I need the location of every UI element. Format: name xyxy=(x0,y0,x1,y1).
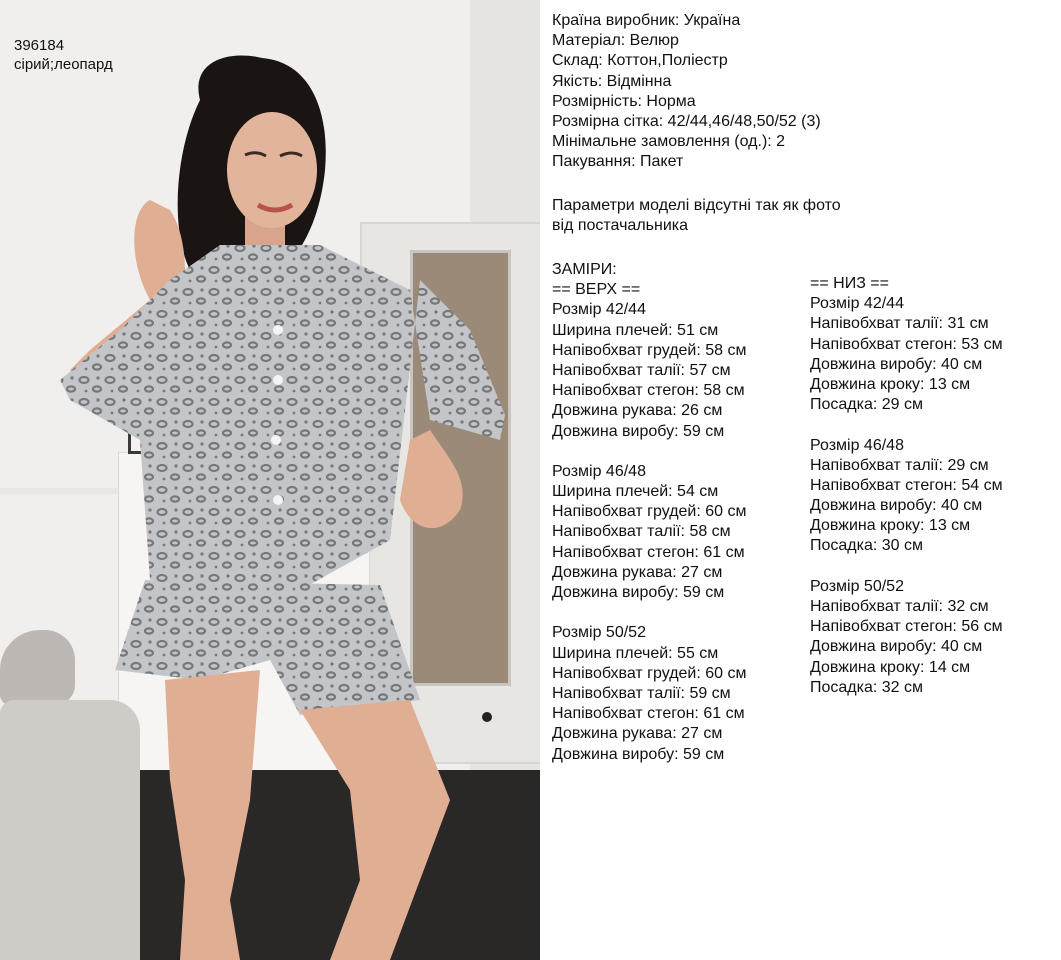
spec-country: Країна виробник: Україна xyxy=(552,12,741,29)
measurements-title: ЗАМІРИ: xyxy=(552,261,617,278)
measurement-row: Напівобхват стегон: 61 см xyxy=(552,705,745,723)
measurement-row: Напівобхват стегон: 56 см xyxy=(810,618,1003,636)
measurement-row: Довжина кроку: 13 см xyxy=(810,517,971,535)
size-heading: Розмір 46/48 xyxy=(552,462,646,480)
measurement-row: Довжина виробу: 59 см xyxy=(552,745,725,763)
bottom-heading: == НИЗ == xyxy=(810,275,889,292)
measurement-row: Посадка: 30 см xyxy=(810,537,924,555)
size-heading: Розмір 46/48 xyxy=(810,436,904,454)
measurement-row: Посадка: 32 см xyxy=(810,678,924,696)
spec-material: Матеріал: Велюр xyxy=(552,32,679,50)
measurement-row: Довжина виробу: 40 см xyxy=(810,355,983,373)
spacer xyxy=(552,603,747,623)
measurement-row: Напівобхват стегон: 58 см xyxy=(552,382,745,400)
measurement-row: Посадка: 29 см xyxy=(810,396,924,414)
spec-min-order: Мінімальне замовлення (од.): 2 xyxy=(552,133,786,151)
measurement-row: Довжина виробу: 59 см xyxy=(552,584,725,601)
product-color: сірий;леопард xyxy=(14,56,113,73)
note-line: від постачальника xyxy=(552,217,689,235)
measurement-row: Напівобхват стегон: 54 см xyxy=(810,476,1003,494)
spec-packaging: Пакування: Пакет xyxy=(552,153,684,171)
spec-composition: Склад: Коттон,Поліестр xyxy=(552,52,728,70)
measurement-row: Напівобхват грудей: 60 см xyxy=(552,503,747,521)
measurement-row: Довжина рукава: 27 см xyxy=(552,563,723,581)
measurement-row: Довжина рукава: 27 см xyxy=(552,725,723,743)
measurement-row: Довжина виробу: 40 см xyxy=(810,497,983,515)
spec-size-grid: Розмірна сітка: 42/44,46/48,50/52 (3) xyxy=(552,112,821,130)
measurement-row: Напівобхват талії: 58 см xyxy=(552,523,731,541)
bottom-measurements xyxy=(810,274,1003,698)
spec-sizing: Розмірність: Норма xyxy=(552,92,696,110)
measurement-row: Довжина кроку: 13 см xyxy=(810,375,971,393)
measurement-row: Довжина виробу: 59 см xyxy=(552,422,725,440)
top-measurements xyxy=(552,260,747,765)
spacer xyxy=(810,557,1003,577)
measurement-row: Напівобхват стегон: 61 см xyxy=(552,543,745,561)
spacer xyxy=(552,442,747,462)
size-heading: Розмір 42/44 xyxy=(552,301,646,319)
measurement-row: Напівобхват талії: 29 см xyxy=(810,456,989,474)
size-heading: Розмір 50/52 xyxy=(552,624,646,642)
measurement-row: Напівобхват талії: 31 см xyxy=(810,315,989,333)
measurement-row: Напівобхват грудей: 58 см xyxy=(552,341,747,359)
top-heading: == ВЕРХ == xyxy=(552,281,641,299)
measurement-row: Напівобхват талії: 59 см xyxy=(552,684,731,702)
measurement-row: Довжина рукава: 26 см xyxy=(552,402,723,420)
product-specs xyxy=(552,11,821,173)
measurement-row: Ширина плечей: 55 см xyxy=(552,644,719,662)
measurement-row: Напівобхват талії: 32 см xyxy=(810,598,989,615)
model-note xyxy=(552,196,841,236)
size-heading: Розмір 50/52 xyxy=(810,577,904,595)
product-label xyxy=(14,36,113,74)
measurement-row: Напівобхват стегон: 53 см xyxy=(810,335,1003,353)
measurement-row: Напівобхват талії: 57 см xyxy=(552,361,731,379)
note-line: Параметри моделі відсутні так як фото xyxy=(552,197,841,214)
measurement-row: Ширина плечей: 51 см xyxy=(552,321,719,339)
size-heading: Розмір 42/44 xyxy=(810,295,904,313)
spacer xyxy=(810,415,1003,435)
spec-quality: Якість: Відмінна xyxy=(552,72,672,90)
product-code: 396184 xyxy=(14,37,65,54)
measurement-row: Ширина плечей: 54 см xyxy=(552,483,719,501)
measurement-row: Довжина виробу: 40 см xyxy=(810,638,983,656)
measurement-row: Напівобхват грудей: 60 см xyxy=(552,664,747,682)
measurement-row: Довжина кроку: 14 см xyxy=(810,658,971,676)
